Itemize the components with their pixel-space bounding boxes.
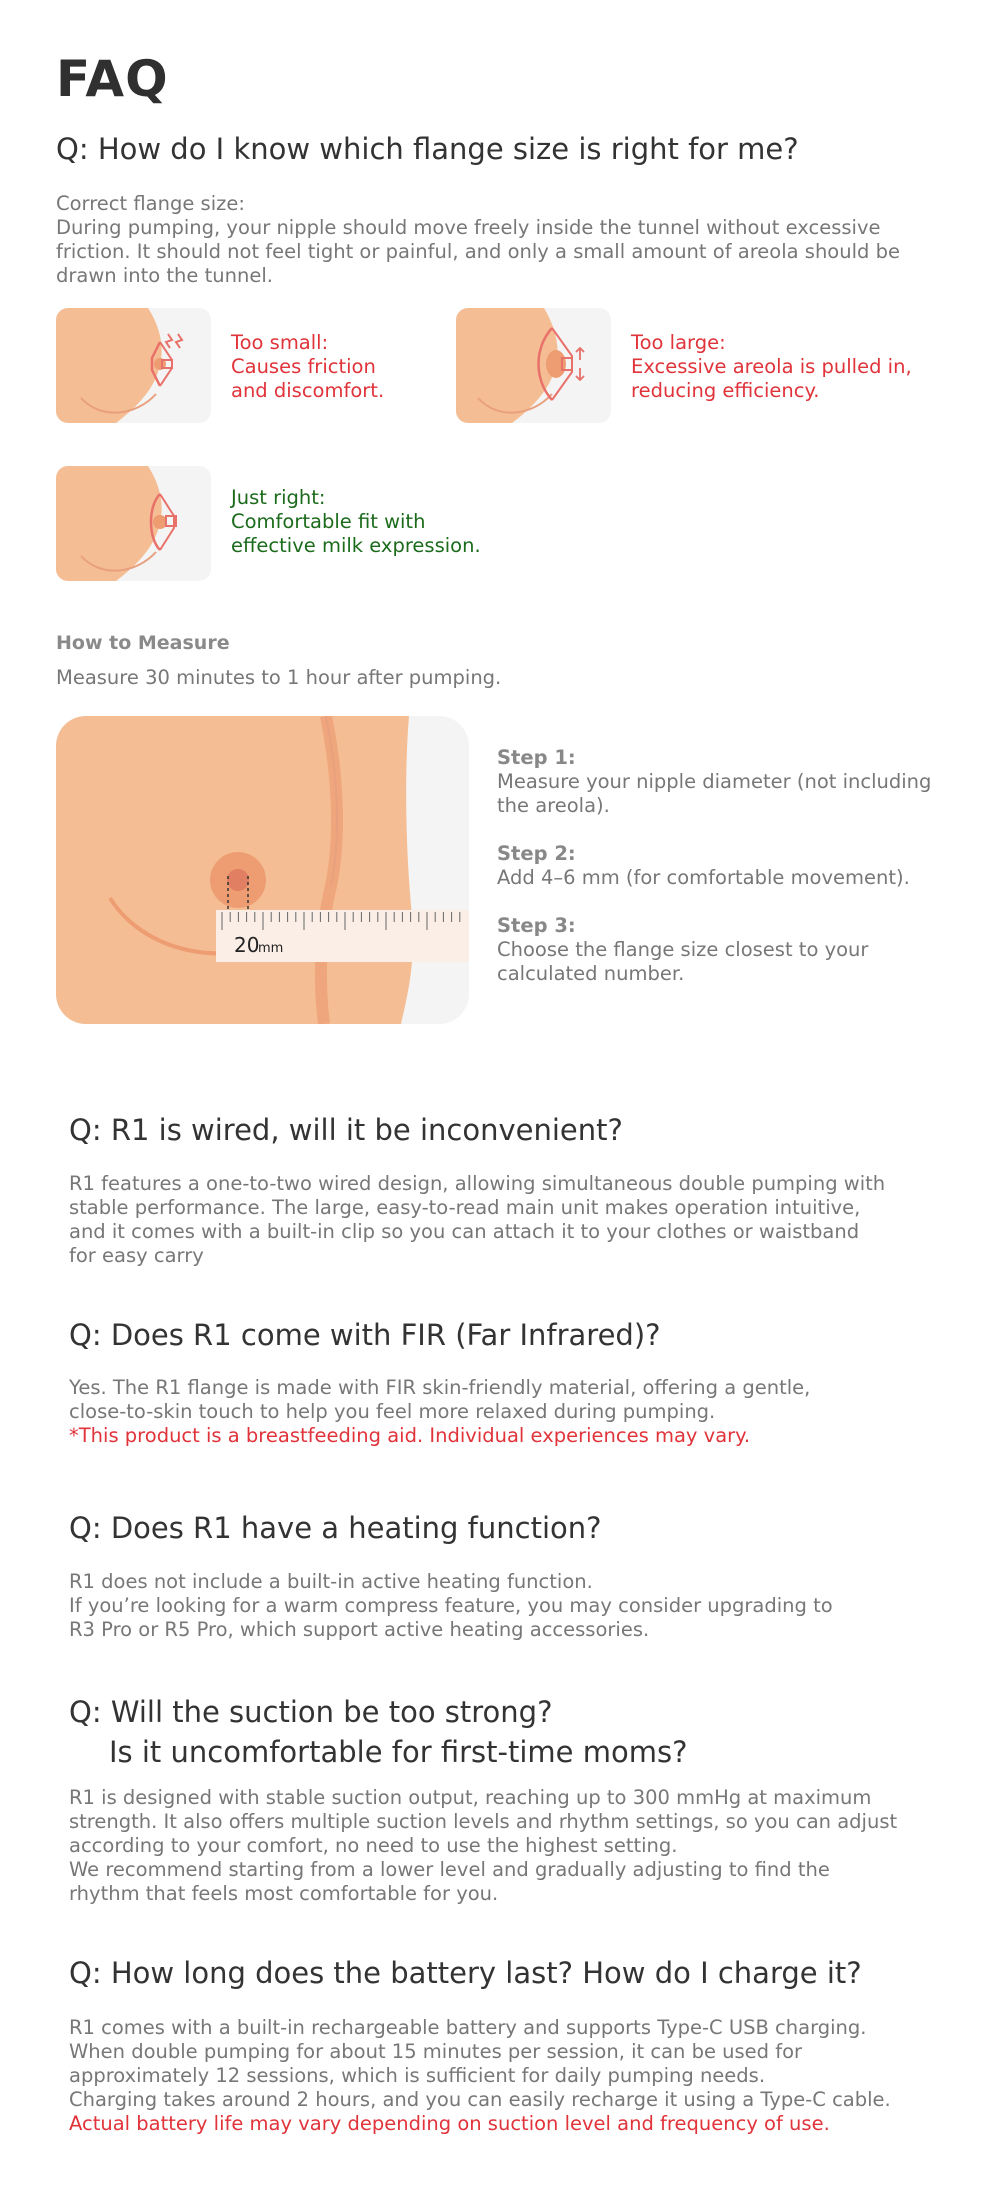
faq-question-wired: Q: R1 is wired, will it be inconvenient?: [69, 1113, 623, 1147]
fit-line: and discomfort.: [231, 379, 385, 402]
step-title: Step 3:: [497, 914, 576, 937]
question-line: Q: Will the suction be too strong?: [69, 1695, 553, 1729]
flange-intro: [56, 192, 936, 288]
fit-title: Too large:: [631, 331, 726, 354]
answer-line: If you’re looking for a warm compress feature, you may consider upgrading to: [69, 1594, 833, 1617]
too-small-illustration: [56, 308, 211, 423]
fit-line: reducing efficiency.: [631, 379, 820, 402]
step-title: Step 1:: [497, 746, 576, 769]
measure-illustration: [56, 716, 469, 1024]
how-to-measure-subtext: Measure 30 minutes to 1 hour after pumping.: [56, 666, 502, 689]
faq-question-fir: Q: Does R1 come with FIR (Far Infrared)?: [69, 1318, 661, 1352]
answer-line: close-to-skin touch to help you feel more relaxed during pumping.: [69, 1400, 716, 1423]
faq-answer-fir: [69, 1376, 949, 1448]
faq-question-heating: Q: Does R1 have a heating function?: [69, 1511, 602, 1545]
step-line: Add 4–6 mm (for comfortable movement).: [497, 866, 910, 889]
answer-note: *This product is a breastfeeding aid. Individual experiences may vary.: [69, 1424, 751, 1447]
ruler-unit: mm: [258, 941, 284, 956]
flange-question: Q: How do I know which flange size is right for me?: [56, 132, 799, 166]
answer-line: R1 is designed with stable suction output, reaching up to 300 mmHg at maximum: [69, 1786, 872, 1809]
answer-line: Charging takes around 2 hours, and you can easily recharge it using a Type-C cable.: [69, 2088, 891, 2111]
fit-line: effective milk expression.: [231, 534, 481, 557]
step-line: Measure your nipple diameter (not including: [497, 770, 932, 793]
fit-title: Just right:: [231, 486, 326, 509]
step-line: Choose the flange size closest to your: [497, 938, 869, 961]
just-right-caption: [231, 486, 481, 558]
faq-answer-wired: [69, 1172, 949, 1268]
faq-answer-battery: [69, 2016, 949, 2136]
answer-line: R1 comes with a built-in rechargeable battery and supports Type-C USB charging.: [69, 2016, 867, 2039]
answer-line: and it comes with a built-in clip so you can attach it to your clothes or waistband: [69, 1220, 860, 1243]
question-line: Is it uncomfortable for first-time moms?: [109, 1735, 688, 1769]
ruler-value: 20: [234, 933, 260, 957]
answer-line: When double pumping for about 15 minutes per session, it can be used for: [69, 2040, 803, 2063]
step-line: calculated number.: [497, 962, 685, 985]
answer-line: We recommend starting from a lower level and gradually adjusting to find the: [69, 1858, 830, 1881]
intro-line: friction. It should not feel tight or painful, and only a small amount of areola should be: [56, 240, 900, 263]
page-title: FAQ: [56, 50, 169, 108]
too-small-caption: [231, 331, 384, 403]
step-title: Step 2:: [497, 842, 576, 865]
faq-answer-suction: [69, 1786, 949, 1906]
intro-label: Correct flange size:: [56, 192, 245, 215]
fit-line: Comfortable fit with: [231, 510, 426, 533]
intro-line: drawn into the tunnel.: [56, 264, 273, 287]
intro-line: During pumping, your nipple should move freely inside the tunnel without excessive: [56, 216, 881, 239]
fit-line: Causes friction: [231, 355, 376, 378]
just-right-illustration: [56, 466, 211, 581]
answer-line: Yes. The R1 flange is made with FIR skin-friendly material, offering a gentle,: [69, 1376, 811, 1399]
faq-question-battery: Q: How long does the battery last? How do I charge it?: [69, 1956, 862, 1990]
answer-line: for easy carry: [69, 1244, 204, 1267]
step-1: [497, 746, 957, 818]
answer-line: approximately 12 sessions, which is sufficient for daily pumping needs.: [69, 2064, 766, 2087]
answer-line: according to your comfort, no need to use the highest setting.: [69, 1834, 678, 1857]
fit-title: Too small:: [231, 331, 329, 354]
faq-answer-heating: [69, 1570, 949, 1642]
measure-steps: [497, 746, 957, 1010]
fit-line: Excessive areola is pulled in,: [631, 355, 912, 378]
too-large-illustration: [456, 308, 611, 423]
answer-line: R3 Pro or R5 Pro, which support active heating accessories.: [69, 1618, 650, 1641]
faq-question-suction: [69, 1692, 687, 1772]
answer-line: strength. It also offers multiple suction levels and rhythm settings, so you can adjust: [69, 1810, 898, 1833]
step-3: [497, 914, 957, 986]
answer-line: R1 features a one-to-two wired design, allowing simultaneous double pumping with: [69, 1172, 886, 1195]
answer-line: stable performance. The large, easy-to-read main unit makes operation intuitive,: [69, 1196, 861, 1219]
answer-line: rhythm that feels most comfortable for you.: [69, 1882, 499, 1905]
answer-note: Actual battery life may vary depending on suction level and frequency of use.: [69, 2112, 830, 2135]
step-line: the areola).: [497, 794, 610, 817]
too-large-caption: [631, 331, 912, 403]
how-to-measure-heading: How to Measure: [56, 632, 230, 654]
answer-line: R1 does not include a built-in active heating function.: [69, 1570, 593, 1593]
step-2: [497, 842, 957, 890]
